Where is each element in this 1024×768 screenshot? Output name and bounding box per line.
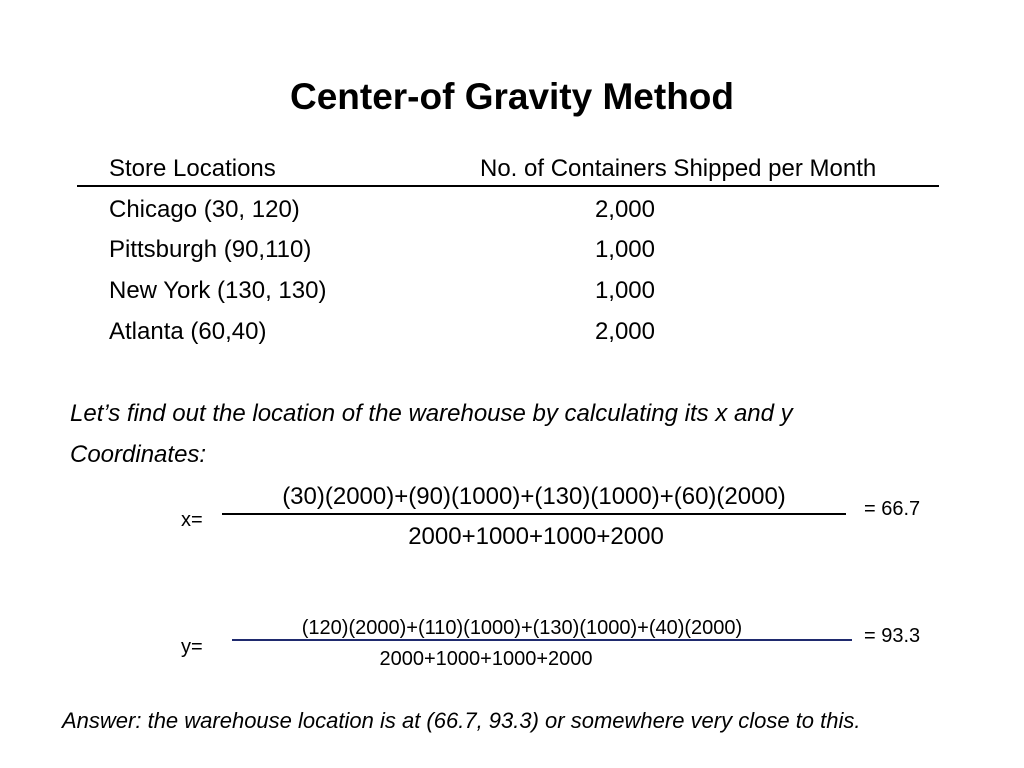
table-row xyxy=(0,276,1024,306)
intro-line-2: Coordinates: xyxy=(70,441,207,468)
header-containers-shipped: No. of Containers Shipped per Month xyxy=(480,155,877,182)
row-containers: 2,000 xyxy=(594,196,655,223)
x-equation-result: = 66.7 xyxy=(864,498,921,520)
header-divider xyxy=(77,185,939,187)
row-containers: 2,000 xyxy=(594,318,655,345)
y-equation-denominator: 2000+1000+1000+2000 xyxy=(379,648,593,670)
y-fraction-bar xyxy=(232,639,852,641)
y-equation-numerator: (120)(2000)+(110)(1000)+(130)(1000)+(40)(2000) xyxy=(301,617,743,639)
y-equation-label: y= xyxy=(181,636,203,658)
row-containers: 1,000 xyxy=(594,236,655,263)
x-fraction-bar xyxy=(222,513,846,515)
header-store-locations: Store Locations xyxy=(109,155,276,182)
y-equation-result: = 93.3 xyxy=(864,625,921,647)
x-equation-denominator: 2000+1000+1000+2000 xyxy=(408,523,664,550)
x-equation-label: x= xyxy=(181,509,203,531)
row-location: Chicago (30, 120) xyxy=(109,196,300,223)
table-row xyxy=(0,317,1024,347)
row-location: New York (130, 130) xyxy=(109,277,327,304)
row-location: Atlanta (60,40) xyxy=(109,318,267,345)
row-location: Pittsburgh (90,110) xyxy=(109,236,312,263)
row-containers: 1,000 xyxy=(594,277,655,304)
table-row xyxy=(0,235,1024,265)
x-equation-numerator: (30)(2000)+(90)(1000)+(130)(1000)+(60)(2000) xyxy=(282,483,786,510)
intro-line-1: Let’s find out the location of the warehouse by calculating its x and y xyxy=(70,400,793,427)
answer-text: Answer: the warehouse location is at (66.7, 93.3) or somewhere very close to this. xyxy=(62,708,861,733)
table-row xyxy=(0,195,1024,225)
slide-title: Center-of Gravity Method xyxy=(289,76,735,117)
